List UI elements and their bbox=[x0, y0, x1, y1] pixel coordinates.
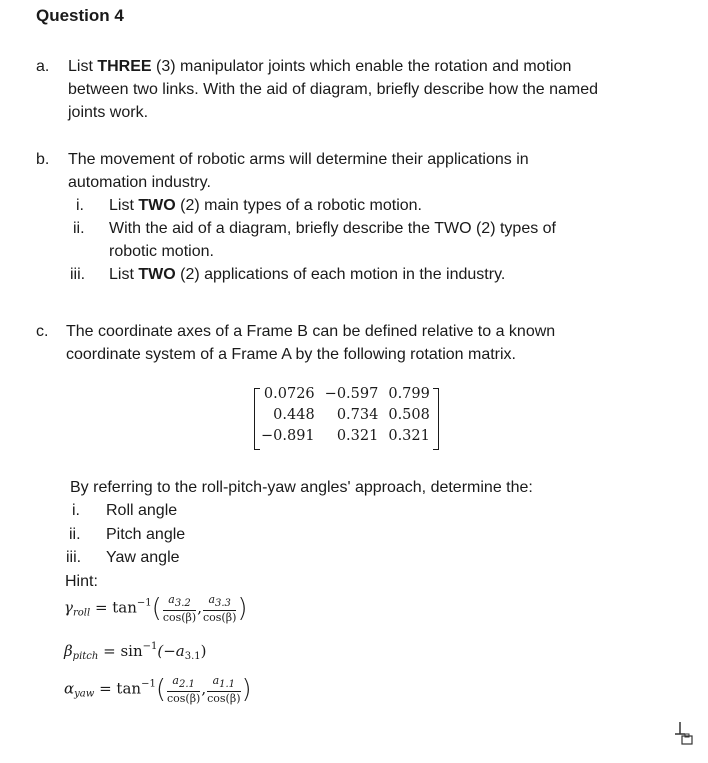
part-b-item-num: ii. bbox=[73, 220, 85, 237]
by-referring-text: By referring to the roll-pitch-yaw angles' approach, determine the: bbox=[70, 479, 533, 496]
matrix-cell: 0.321 bbox=[388, 428, 430, 444]
matrix-cell: 0.734 bbox=[336, 407, 379, 423]
part-a-line-1: List THREE (3) manipulator joints which enable the rotation and motion bbox=[68, 58, 572, 75]
question-title: Question 4 bbox=[36, 6, 124, 25]
matrix-cell: 0.321 bbox=[336, 428, 379, 444]
part-c-item-num: ii. bbox=[69, 526, 81, 543]
matrix-row bbox=[256, 426, 435, 447]
matrix-cell: −0.597 bbox=[324, 386, 379, 402]
roll-formula: $\gamma_{roll} = \tan^{-1}$( $\frac{a3.2}{\cos(\beta)}$ , $\frac{a3.3}{\cos(\beta)}$ ) bbox=[64, 593, 248, 624]
part-b-item-num: iii. bbox=[70, 266, 86, 283]
part-a-line-3: joints work. bbox=[68, 104, 149, 121]
part-a-line-2: between two links. With the aid of diagram, briefly describe how the named bbox=[68, 81, 599, 98]
yaw-angle-item: Yaw angle bbox=[106, 549, 180, 566]
matrix-cell: 0.508 bbox=[388, 407, 430, 423]
part-c-item-num: i. bbox=[72, 502, 80, 519]
matrix-cell: 0.0726 bbox=[263, 386, 315, 402]
pitch-formula: $\beta_{pitch} = \sin^{-1}(-a_{3.1})$ bbox=[64, 641, 207, 662]
yaw-formula: $\alpha_{yaw} = \tan^{-1}$( $\frac{a2.1}{\cos(\beta)}$ , $\frac{a1.1}{\cos(\beta)}$ ) bbox=[64, 674, 252, 705]
part-b-item-ii-line-1: With the aid of a diagram, briefly describe the TWO (2) types of bbox=[109, 220, 556, 237]
rotation-matrix bbox=[256, 384, 435, 447]
part-b-label: b. bbox=[36, 151, 50, 168]
part-b-item-iii: List TWO (2) applications of each motion in the industry. bbox=[109, 266, 506, 283]
matrix-cell: −0.891 bbox=[261, 428, 315, 444]
matrix-cell: 0.448 bbox=[273, 407, 315, 423]
cursor-paste-icon bbox=[674, 718, 702, 746]
part-b-item-ii-line-2: robotic motion. bbox=[109, 243, 214, 260]
roll-angle-item: Roll angle bbox=[106, 502, 178, 519]
matrix-left-bracket bbox=[254, 388, 260, 450]
matrix-row bbox=[256, 384, 435, 405]
part-b-item-i: List TWO (2) main types of a robotic motion. bbox=[109, 197, 422, 214]
part-c-line-2: coordinate system of a Frame A by the following rotation matrix. bbox=[66, 346, 516, 363]
part-c-item-num: iii. bbox=[66, 549, 82, 566]
part-c-line-1: The coordinate axes of a Frame B can be defined relative to a known bbox=[66, 323, 556, 340]
hint-label: Hint: bbox=[65, 573, 98, 590]
part-b-line-2: automation industry. bbox=[68, 174, 211, 191]
part-b-item-num: i. bbox=[76, 197, 84, 214]
part-a-label: a. bbox=[36, 58, 50, 75]
part-c-label: c. bbox=[36, 323, 49, 340]
matrix-right-bracket bbox=[433, 388, 439, 450]
matrix-cell: 0.799 bbox=[388, 386, 430, 402]
pitch-angle-item: Pitch angle bbox=[106, 526, 186, 543]
part-b-line-1: The movement of robotic arms will determine their applications in bbox=[68, 151, 529, 168]
matrix-row bbox=[256, 405, 435, 426]
